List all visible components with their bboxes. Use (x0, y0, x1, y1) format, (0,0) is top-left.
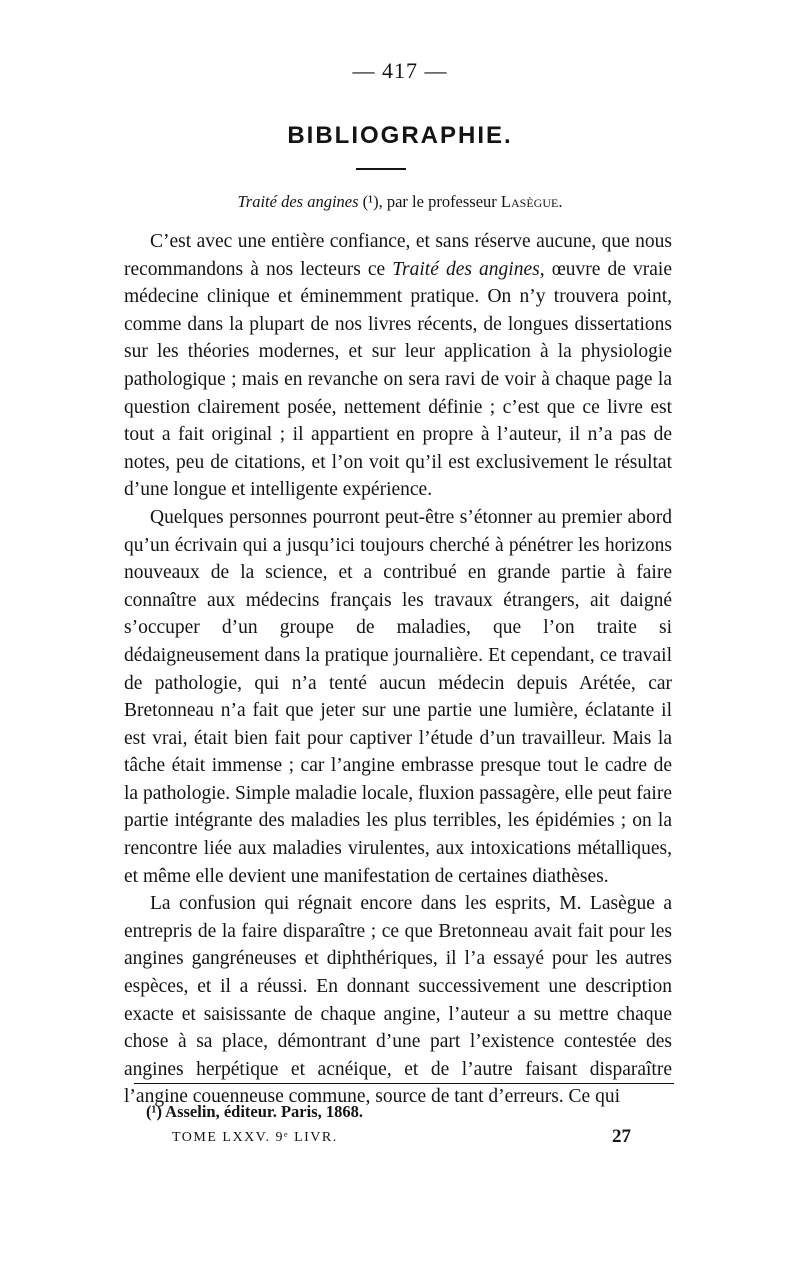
signature-mark: TOME LXXV. 9ᵉ LIVR. (172, 1130, 338, 1145)
footnote-text: Asselin, éditeur. Paris, 1868. (161, 1102, 363, 1121)
body-text (124, 228, 672, 1111)
paragraph-1: C’est avec une entière confiance, et sans réserve aucune, que nous recommandons à nos lecteurs ce Traité des angines, œuvre de vraie médecine clinique et éminemment pratique. On n’y trouvera point, comme dans la plupart de nos livres récents, de longues dissertations sur les théories modernes, et sur leur application à la physiologie pathologique ; mais en revanche on sera ravi de voir à chaque page la question clairement posée, nettement définie ; c’est que ce livre est tout a fait original ; il appartient en propre à l’auteur, il n’a pas de notes, peu de citations, et l’on voit qu’il est exclusivement le résultat d’une longue et intelligente expérience. (124, 231, 672, 501)
footnote-marker: (¹) (146, 1102, 162, 1121)
footnote-reference: (¹) (362, 192, 379, 211)
review-byline: , par le professeur (378, 192, 497, 211)
review-work-title: Traité des angines (237, 192, 359, 211)
review-heading (0, 192, 800, 212)
review-author: Lasègue. (500, 192, 563, 211)
paragraph-3: La confusion qui régnait encore dans les esprits, M. Lasègue a entrepris de la faire disparaître ; ce que Bretonneau avait fait pour les angines gangréneuses et diphthériques, il l’a essayé pour les autres espèces, et il a réussi. En donnant successivement une description exacte et saisissante de chaque angine, l’auteur a su mettre chaque chose à sa place, démontrant d’une part l’existence contestée des angines herpétique et acnéique, et de l’autre faisant disparaître l’angine couenneuse commune, source de tant d’erreurs. Ce qui (124, 893, 672, 1108)
signature-number: 27 (612, 1126, 631, 1147)
footnote (146, 1102, 363, 1122)
paragraph-2: Quelques personnes pourront peut-être s’étonner au premier abord qu’un écrivain qui a jusqu’ici toujours cherché à pénétrer les horizons nouveaux de la science, et a contribué en grande partie à faire connaître aux médecins français les travaux étrangers, ait daigné s’occuper d’un groupe de maladies, que l’on traite si dédaigneusement dans la pratique journalière. Et cependant, ce travail de pathologie, qui n’a tenté aucun médecin depuis Arétée, car Bretonneau n’a fait que jeter sur une partie une lumière, éclatante il est vrai, était bien fait pour captiver l’étude d’un travailleur. Mais la tâche était immense ; car l’angine embrasse presque tout le cadre de la pathologie. Simple maladie locale, fluxion passagère, elle peut faire partie intégrante des maladies les plus terribles, les épidémies ; on la rencontre liée aux maladies virulentes, aux intoxications métalliques, et même elle devient une manifestation de certaines diathèses. (124, 506, 672, 887)
section-title: BIBLIOGRAPHIE. (287, 122, 513, 149)
inline-work-title: Traité des angines (392, 258, 540, 280)
page-number: — 417 — (352, 58, 448, 83)
title-rule (356, 168, 406, 170)
footnote-rule (134, 1083, 674, 1084)
